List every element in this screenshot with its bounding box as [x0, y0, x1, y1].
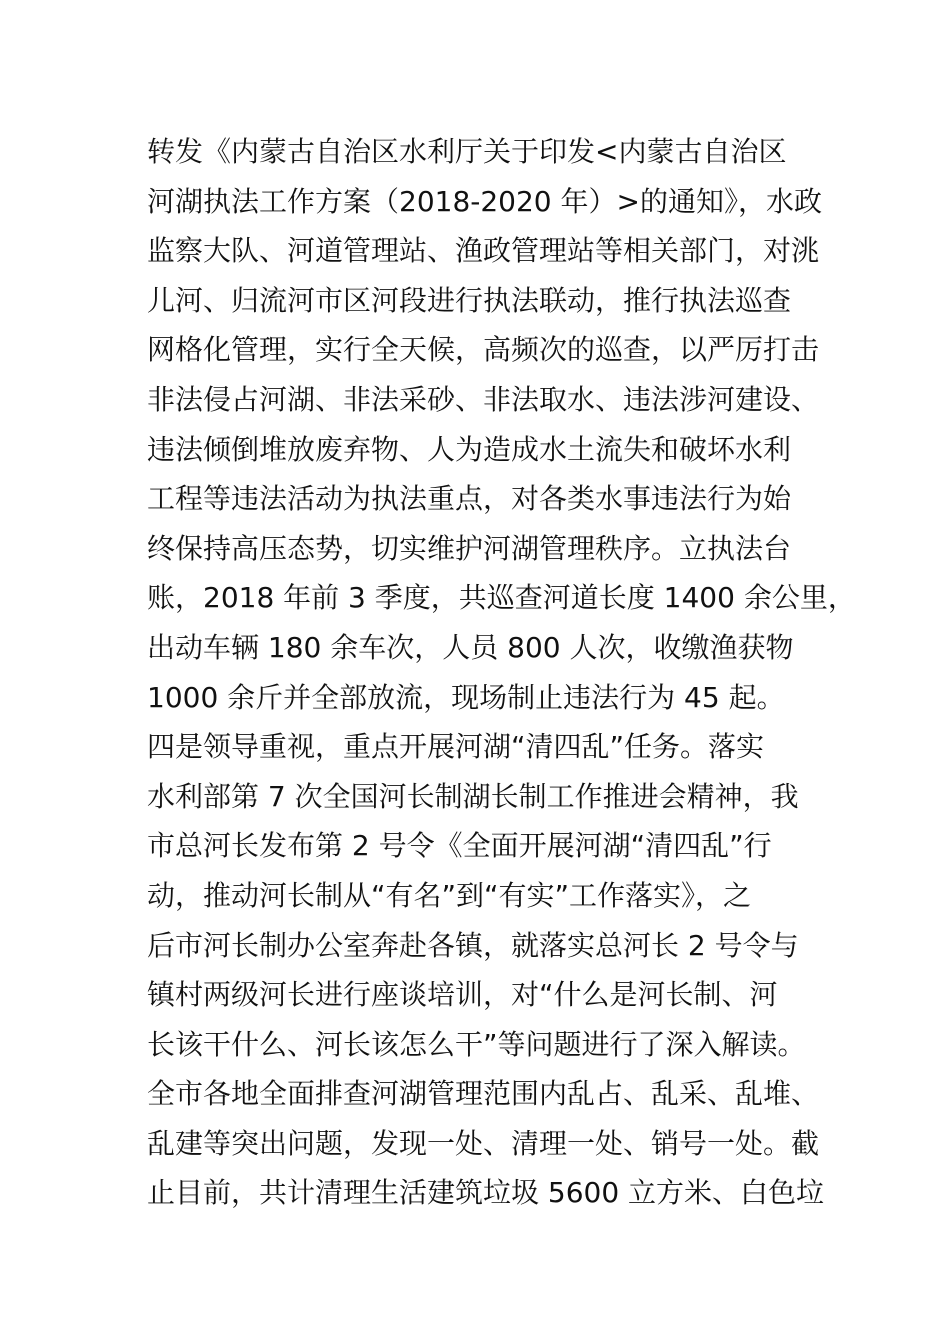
- text-line: 镇村两级河长进行座谈培训，对“什么是河长制、河: [147, 978, 778, 1012]
- text-line: 动，推动河长制从“有名”到“有实”工作落实》，之: [147, 878, 752, 912]
- text-line: 违法倾倒堆放废弃物、人为造成水土流失和破坏水利: [147, 432, 792, 466]
- text-line: 非法侵占河湖、非法采砂、非法取水、违法涉河建设、: [147, 382, 820, 416]
- text-line: 转发《内蒙古自治区水利厅关于印发<内蒙古自治区: [147, 135, 787, 168]
- text-line: 网格化管理，实行全天候，高频次的巡查，以严厉打击: [147, 333, 820, 367]
- text-line: 市总河长发布第 2 号令《全面开展河湖“清四乱”行: [147, 829, 772, 863]
- text-line: 工程等违法活动为执法重点，对各类水事违法行为始: [147, 482, 792, 516]
- text-line: 1000 余斤并全部放流，现场制止违法行为 45 起。: [147, 680, 785, 714]
- text-line: 出动车辆 180 余车次，人员 800 人次，收缴渔获物: [147, 630, 794, 664]
- text-line: 全市各地全面排查河湖管理范围内乱占、乱采、乱堆、: [147, 1077, 820, 1111]
- text-line: 终保持高压态势，切实维护河湖管理秩序。立执法台: [147, 531, 792, 565]
- text-line: 乱建等突出问题，发现一处、清理一处、销号一处。截: [147, 1126, 820, 1160]
- text-line: 止目前，共计清理生活建筑垃圾 5600 立方米、白色垃: [147, 1176, 825, 1210]
- text-line: 水利部第 7 次全国河长制湖长制工作推进会精神，我: [147, 779, 799, 813]
- text-line: 四是领导重视，重点开展河湖“清四乱”任务。落实: [147, 730, 765, 764]
- text-line: 儿河、归流河市区河段进行执法联动，推行执法巡查: [147, 283, 792, 317]
- text-line: 后市河长制办公室奔赴各镇，就落实总河长 2 号令与: [147, 928, 799, 962]
- text-line: 监察大队、河道管理站、渔政管理站等相关部门，对洮: [147, 234, 820, 268]
- text-line: 长该干什么、河长该怎么干”等问题进行了深入解读。: [147, 1027, 806, 1061]
- text-line: 账，2018 年前 3 季度，共巡查河道长度 1400 余公里，: [147, 581, 856, 615]
- text-line: 河湖执法工作方案（2018-2020 年）>的通知》，水政: [147, 184, 822, 218]
- body-text: [147, 127, 856, 1218]
